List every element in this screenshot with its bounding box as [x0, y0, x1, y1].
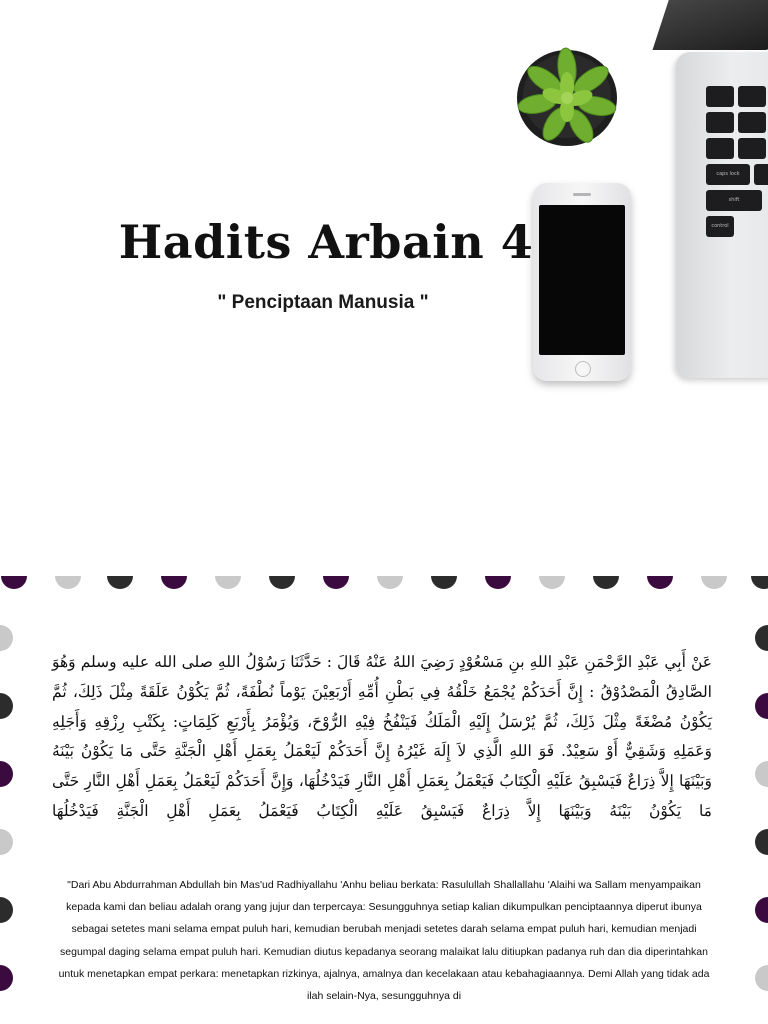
border-dot [431, 576, 457, 589]
slide-divider [0, 560, 768, 576]
border-dot [107, 576, 133, 589]
border-dot [593, 576, 619, 589]
laptop-key [706, 112, 734, 133]
slide-title: Hadits Arbain 4 [118, 215, 534, 269]
arabic-hadith-text: عَنْ أَبِي عَبْدِ الرَّحْمَنِ عَبْدِ اللهِ بنِ مَسْعُوْدٍ رَضِيَ اللهُ عَنْهُ قَالَ : حَدَّثَنَا رَسُوْلُ اللهِ صلى الله عليه وسلم وَهُوَ الصَّادِقُ الْمَصْدُوْقُ : إِنَّ أَحَدَكُمْ يُجْمَعُ خَلْقُهُ فِي بَطْنِ أُمِّهِ أَرْبَعِيْنَ يَوْماً نُطْفَةً، ثُمَّ يَكُوْنُ عَلَقَةً مِثْلَ ذَلِكَ، ثُمَّ يَكُوْنُ مُضْغَةً مِثْلَ ذَلِكَ، ثُمَّ يُرْسَلُ إِلَيْهِ الْمَلَكُ فَيَنْفُخُ فِيْهِ الرُّوْحَ، وَيُؤْمَرُ بِأَرْبَعِ كَلِمَاتٍ: بِكَتْبِ رِزْقِهِ وَأَجَلِهِ وَعَمَلِهِ وَشَقِيٌّ أَوْ سَعِيْدٌ. فَوَ اللهِ الَّذِي لاَ إِلَهَ غَيْرُهُ إِنَّ أَحَدَكُمْ لَيَعْمَلُ بِعَمَلِ أَهْلِ الْجَنَّةِ حَتَّى مَا يَكُوْنُ بَيْنَهُ وَبَيْنَهَا إِلاَّ ذِرَاعٌ فَيَسْبِقُ عَلَيْهِ الْكِتَابُ فَيَعْمَلُ بِعَمَلِ أَهْلِ النَّارِ فَيَدْخُلُهَا، وَإِنَّ أَحَدَكُمْ لَيَعْمَلُ بِعَمَلِ أَهْلِ النَّارِ حَتَّى مَا يَكُوْنُ بَيْنَهُ وَبَيْنَهَا إِلاَّ ذِرَاعٌ فَيَسْبِقُ عَلَيْهِ الْكِتَابُ فَيَعْمَلُ بِعَمَلِ أَهْلِ الْجَنَّةِ فَيَدْخُلُهَا [52, 653, 712, 820]
laptop-key [738, 112, 766, 133]
hadith-translation: "Dari Abu Abdurrahman Abdullah bin Mas'ud Radhiyallahu 'Anhu beliau berkata: Rasulullah Shallallahu 'Alaihi wa Sallam menyampaikan kepada kami dan beliau adalah orang yang jujur dan terpercaya: Sesungguhnya setiap kalian dikumpulkan penciptaannya diperut ibunya sebagai setetes mani selama empat puluh hari, kemudian berubah menjadi setetes darah selama empat puluh hari, kemudian menjadi segumpal daging selama empat puluh hari. Kemudian diutus kepadanya seorang malaikat lalu ditiupkan padanya ruh dan dia diperintahkan untuk menetapkan empat perkara: menetapkan rizkinya, ajalnya, amalnya dan kecelakaan atau kebahagiaannya. Demi Allah yang tidak ada ilah selain-Nya, sesungguhnya di [58, 879, 710, 1003]
border-dot [0, 625, 13, 651]
laptop-key [738, 138, 766, 159]
border-dot [0, 761, 13, 787]
border-dot [55, 576, 81, 589]
border-dot [755, 761, 768, 787]
border-dot [269, 576, 295, 589]
border-dot [0, 829, 13, 855]
laptop-key [706, 86, 734, 107]
laptop-key-shift: shift [706, 190, 762, 211]
laptop-icon [672, 0, 768, 390]
border-dot [0, 965, 13, 991]
laptop-key [706, 138, 734, 159]
phone-home-button [575, 361, 591, 377]
border-dot [755, 965, 768, 991]
laptop-screen [653, 0, 768, 50]
laptop-key-control: control [706, 216, 734, 237]
border-dot [751, 576, 768, 589]
border-dot [647, 576, 673, 589]
laptop-body [676, 52, 768, 378]
slide-subtitle: " Penciptaan Manusia " [217, 292, 429, 313]
border-dot [539, 576, 565, 589]
border-dot [755, 625, 768, 651]
smartphone-icon [533, 183, 631, 381]
laptop-key [754, 164, 768, 185]
border-dot [755, 829, 768, 855]
border-dot [0, 897, 13, 923]
border-dot [755, 897, 768, 923]
border-dot [755, 693, 768, 719]
border-dot [485, 576, 511, 589]
laptop-key [738, 86, 766, 107]
laptop-key-caps-lock: caps lock [706, 164, 750, 185]
border-dot [323, 576, 349, 589]
hadith-text-slide [0, 576, 768, 1024]
border-dot [1, 576, 27, 589]
border-dot [701, 576, 727, 589]
border-dot [0, 693, 13, 719]
border-dot [215, 576, 241, 589]
phone-speaker [573, 193, 591, 196]
potted-plant-icon [505, 38, 635, 148]
border-dot [161, 576, 187, 589]
border-dot [377, 576, 403, 589]
